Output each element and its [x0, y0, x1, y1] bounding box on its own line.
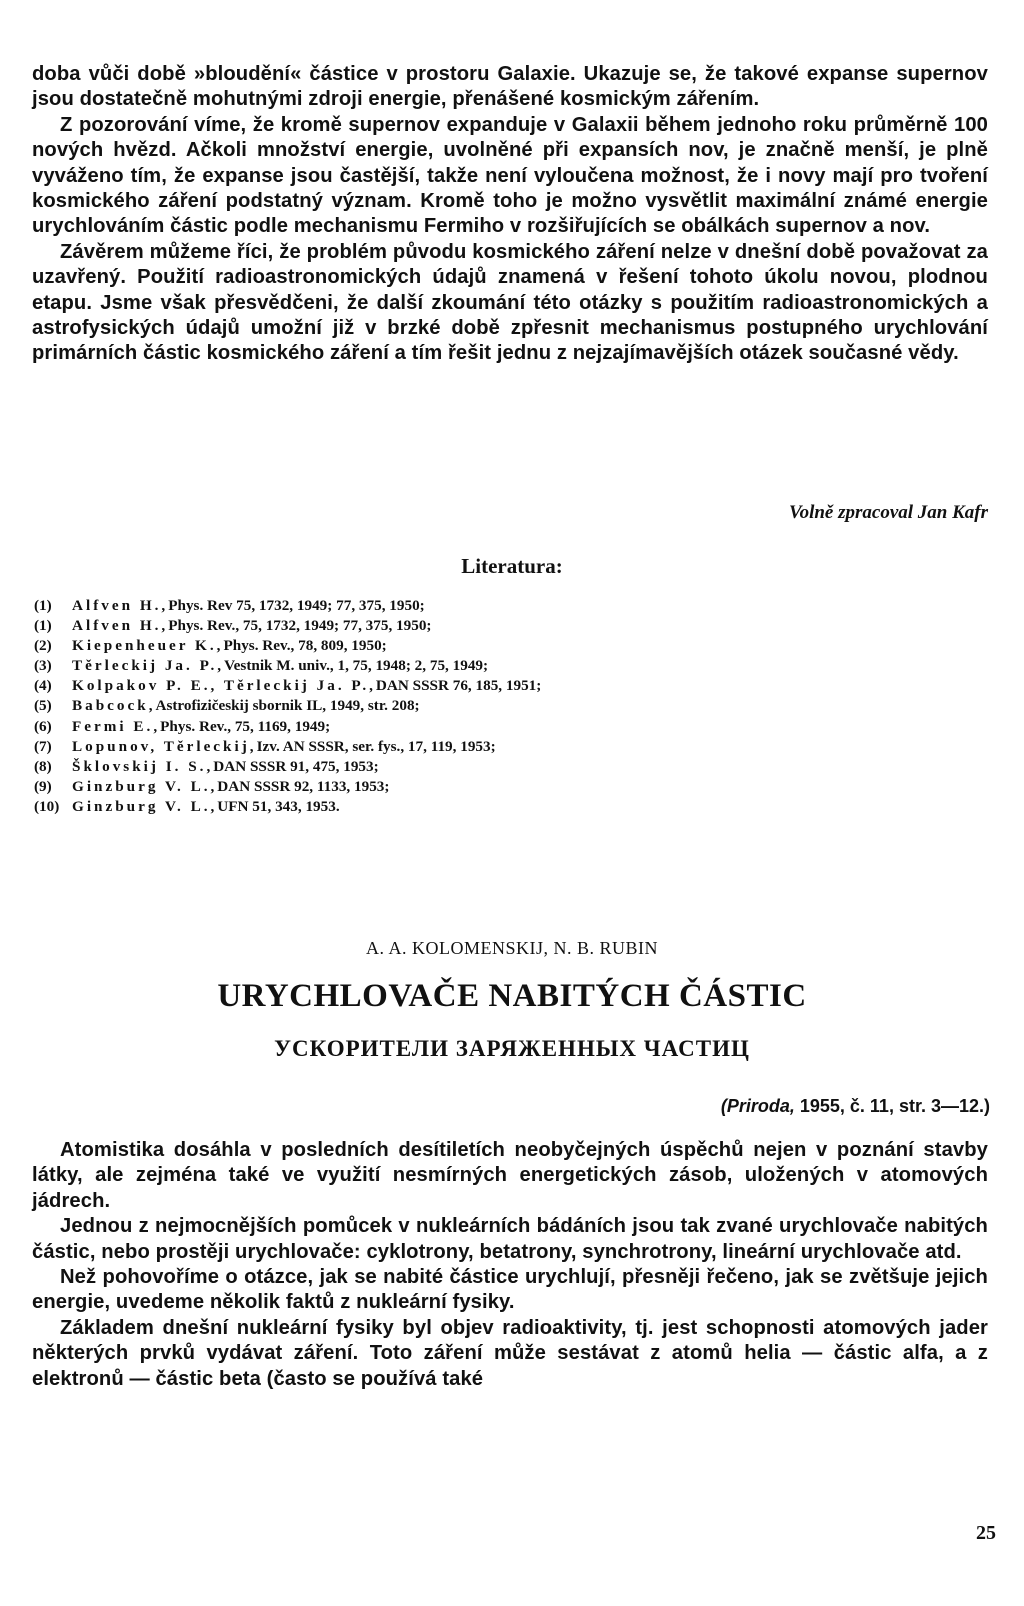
reference-details: Vestnik M. univ., 1, 75, 1948; 2, 75, 1949; [224, 657, 489, 675]
reference-number: (4) [34, 677, 52, 695]
reference-author: Šklovskij I. S., [72, 757, 214, 775]
paragraph: doba vůči době »bloudění« částice v prostoru Galaxie. Ukazuje se, že takové expanse supernov jsou dostatečně mohutnými zdroji energie, přenášené kosmickým zářením. [32, 63, 988, 111]
reference-details: Phys. Rev., 75, 1732, 1949; 77, 375, 1950; [168, 617, 432, 635]
reference-details: Astrofizičeskij sbornik IL, 1949, str. 208; [155, 697, 420, 715]
article-title-czech: URYCHLOVAČE NABITÝCH ČÁSTIC [217, 978, 807, 1014]
reference-number: (2) [34, 637, 52, 655]
reference-number: (5) [34, 697, 52, 715]
paragraph: Základem dnešní nukleární fysiky byl objev radioaktivity, tj. jest schopnosti atomových jader některých prvků vydávat záření. Toto záření může sestávat z atomů helia — částic alfa, a z elektronů — částic beta (často se používá také [32, 1316, 988, 1390]
article-body [32, 1138, 988, 1392]
reference-details: DAN SSSR 76, 185, 1951; [375, 677, 542, 695]
reference-author: Babcock, [72, 697, 156, 715]
reference-item [34, 757, 734, 777]
article-source [560, 1096, 990, 1117]
reference-details: Phys. Rev., 75, 1169, 1949; [160, 717, 331, 735]
paragraph: Atomistika dosáhla v posledních desítiletích neobyčejných úspěchů nejen v poznání stavby látky, ale zejména také ve využití nesmírných energetických zásob, uložených v atomových jádrech. [32, 1139, 988, 1212]
reference-details: Izv. AN SSSR, ser. fys., 17, 119, 1953; [256, 737, 496, 755]
source-details: 1955, č. 11, str. 3—12.) [794, 1096, 990, 1116]
reference-details: UFN 51, 343, 1953. [217, 797, 340, 815]
paragraph: Z pozorování víme, že kromě supernov expanduje v Galaxii během jednoho roku průměrně 100 nových hvězd. Ačkoli množství energie, uvolněné při expansích nov, je značně menší, je plně vyváženo tím, že expanse jsou častější, takže není vyloučena možnost, že i novy mají pro tvoření kosmického záření podstatný význam. Kromě toho je možno vysvětlit maximální známé energie urychlováním částic podle mechanismu Fermiho v rozšiřujících se obálkách supernov a nov. [32, 113, 988, 238]
reference-author: Těrleckij Ja. P., [72, 657, 225, 675]
reference-item [34, 797, 734, 817]
reference-item [34, 737, 734, 757]
reference-author: Alfven H., [72, 597, 169, 614]
reference-item [34, 616, 734, 636]
reference-item [34, 596, 734, 616]
reference-details: Phys. Rev 75, 1732, 1949; 77, 375, 1950; [168, 597, 425, 614]
reference-author: Alfven H., [72, 617, 169, 635]
reference-author: Ginzburg V. L., [72, 777, 218, 795]
reference-item [34, 676, 734, 696]
reference-number: (9) [34, 777, 52, 795]
paragraph: Než pohovoříme o otázce, jak se nabité částice urychlují, přesněji řečeno, jak se zvětšuje jejich energie, uvedeme několik faktů z nukleární fysiky. [32, 1266, 988, 1314]
reference-item [34, 636, 734, 656]
reference-item [34, 717, 734, 737]
paragraph: Jednou z nejmocnějších pomůcek v nukleárních bádáních jsou tak zvané urychlovače nabitých částic, nebo prostěji urychlovače: cyklotrony, betatrony, synchrotrony, lineární urychlovače atd. [32, 1215, 988, 1263]
article-authors: A. A. KOLOMENSKIJ, N. B. RUBIN [365, 938, 658, 958]
literature-heading: Literatura: [461, 554, 563, 578]
author-signature: Volně zpracoval Jan Kafr [789, 502, 988, 523]
reference-details: DAN SSSR 92, 1133, 1953; [217, 777, 390, 795]
reference-author: Lopunov, Těrleckij, [72, 737, 257, 755]
article-title-russian: УСКОРИТЕЛИ ЗАРЯЖЕННЫХ ЧАСТИЦ [274, 1036, 750, 1061]
reference-author: Fermi E., [72, 717, 161, 735]
reference-number: (7) [34, 737, 52, 755]
reference-item [34, 656, 734, 676]
reference-details: Phys. Rev., 78, 809, 1950; [223, 637, 387, 655]
top-text-block [32, 62, 988, 367]
reference-number: (3) [34, 657, 52, 675]
reference-author: Kolpakov P. E., Těrleckij Ja. P., [72, 677, 376, 695]
paragraph: Závěrem můžeme říci, že problém původu kosmického záření nelze v dnešní době považovat za uzavřený. Použití radioastronomických údajů znamená v řešení tohoto úkolu novou, plodnou etapu. Jsme však přesvědčeni, že další zkoumání této otázky s použitím radioastronomických a astrofysických údajů umožní již v brzké době zpřesnit mechanismus postupného urychlování primárních částic kosmického záření a tím řešit jednu z nejzajímavějších otázek současné vědy. [32, 240, 988, 365]
page-number: 25 [976, 1522, 996, 1544]
reference-item [34, 696, 734, 716]
reference-number: (8) [34, 757, 52, 775]
reference-number: (1) [34, 597, 52, 614]
reference-author: Kiepenheuer K., [72, 637, 224, 655]
reference-details: DAN SSSR 91, 475, 1953; [213, 757, 379, 775]
reference-author: Ginzburg V. L., [72, 797, 218, 815]
reference-item [34, 777, 734, 797]
reference-number: (10) [34, 797, 60, 815]
reference-number: (6) [34, 717, 52, 735]
reference-number: (1) [34, 617, 52, 635]
reference-list [34, 596, 734, 817]
source-journal: (Priroda, [720, 1096, 795, 1116]
